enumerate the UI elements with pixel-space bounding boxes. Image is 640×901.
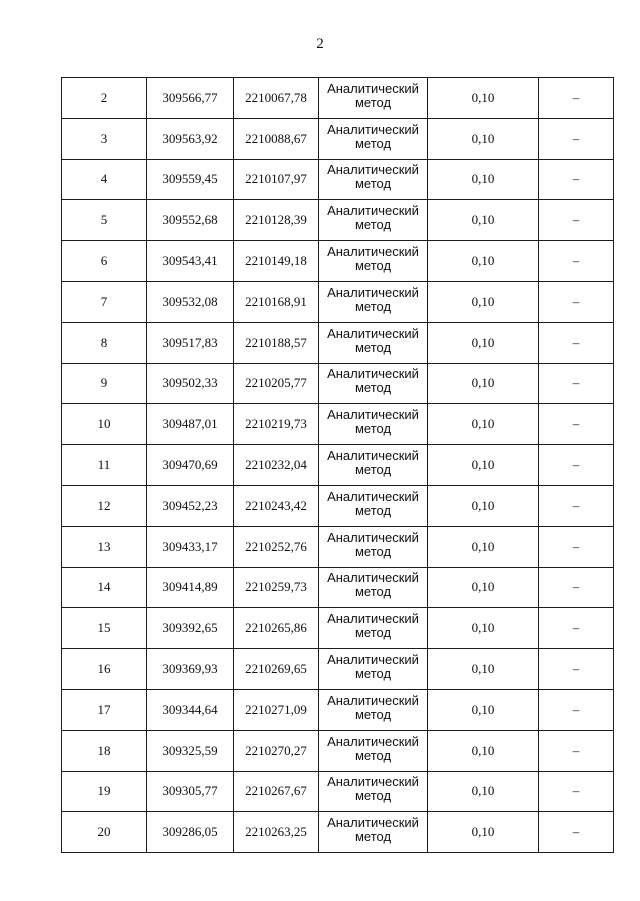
method-line-1: Аналитический bbox=[327, 448, 419, 464]
cell-coordinate-x: 309517,83 bbox=[147, 322, 234, 363]
cell-accuracy: 0,10 bbox=[428, 730, 539, 771]
coordinates-table bbox=[61, 77, 614, 853]
cell-method bbox=[319, 812, 428, 853]
cell-accuracy: 0,10 bbox=[428, 485, 539, 526]
table-row bbox=[62, 404, 614, 445]
cell-extra: – bbox=[539, 404, 614, 445]
method-line-2: метод bbox=[354, 176, 392, 192]
method-line-2: метод bbox=[354, 135, 392, 151]
method-line-2: метод bbox=[354, 258, 392, 274]
cell-extra: – bbox=[539, 445, 614, 486]
cell-extra: – bbox=[539, 200, 614, 241]
method-line-2: метод bbox=[354, 217, 392, 233]
cell-extra: – bbox=[539, 649, 614, 690]
cell-coordinate-x: 309344,64 bbox=[147, 689, 234, 730]
cell-accuracy: 0,10 bbox=[428, 771, 539, 812]
table-row bbox=[62, 730, 614, 771]
cell-coordinate-x: 309433,17 bbox=[147, 526, 234, 567]
cell-coordinate-y: 2210205,77 bbox=[234, 363, 319, 404]
cell-accuracy: 0,10 bbox=[428, 200, 539, 241]
method-line-2: метод bbox=[354, 543, 392, 559]
method-line-2: метод bbox=[354, 298, 392, 314]
cell-accuracy: 0,10 bbox=[428, 322, 539, 363]
cell-coordinate-x: 309487,01 bbox=[147, 404, 234, 445]
method-line-1: Аналитический bbox=[327, 815, 419, 831]
cell-coordinate-x: 309543,41 bbox=[147, 241, 234, 282]
method-line-1: Аналитический bbox=[327, 652, 419, 668]
cell-accuracy: 0,10 bbox=[428, 812, 539, 853]
method-line-1: Аналитический bbox=[327, 488, 419, 504]
cell-coordinate-x: 309452,23 bbox=[147, 485, 234, 526]
cell-coordinate-y: 2210270,27 bbox=[234, 730, 319, 771]
cell-method bbox=[319, 363, 428, 404]
table-row bbox=[62, 78, 614, 119]
table-body bbox=[62, 78, 614, 853]
cell-accuracy: 0,10 bbox=[428, 78, 539, 119]
cell-extra: – bbox=[539, 485, 614, 526]
cell-coordinate-y: 2210265,86 bbox=[234, 608, 319, 649]
cell-accuracy: 0,10 bbox=[428, 567, 539, 608]
cell-point-number: 12 bbox=[62, 485, 147, 526]
cell-accuracy: 0,10 bbox=[428, 118, 539, 159]
cell-coordinate-y: 2210232,04 bbox=[234, 445, 319, 486]
cell-method bbox=[319, 445, 428, 486]
cell-coordinate-x: 309552,68 bbox=[147, 200, 234, 241]
method-line-2: метод bbox=[354, 829, 392, 845]
cell-accuracy: 0,10 bbox=[428, 445, 539, 486]
cell-point-number: 8 bbox=[62, 322, 147, 363]
cell-method bbox=[319, 200, 428, 241]
method-line-2: метод bbox=[354, 747, 392, 763]
cell-coordinate-x: 309392,65 bbox=[147, 608, 234, 649]
cell-coordinate-y: 2210107,97 bbox=[234, 159, 319, 200]
method-line-1: Аналитический bbox=[327, 407, 419, 423]
cell-accuracy: 0,10 bbox=[428, 649, 539, 690]
table-row bbox=[62, 812, 614, 853]
cell-method bbox=[319, 322, 428, 363]
method-line-2: метод bbox=[354, 584, 392, 600]
method-line-2: метод bbox=[354, 462, 392, 478]
cell-extra: – bbox=[539, 608, 614, 649]
cell-method bbox=[319, 649, 428, 690]
cell-coordinate-y: 2210271,09 bbox=[234, 689, 319, 730]
cell-point-number: 10 bbox=[62, 404, 147, 445]
table-row bbox=[62, 200, 614, 241]
cell-coordinate-y: 2210219,73 bbox=[234, 404, 319, 445]
table-row bbox=[62, 363, 614, 404]
table-row bbox=[62, 485, 614, 526]
table-row bbox=[62, 771, 614, 812]
table-row bbox=[62, 159, 614, 200]
method-line-2: метод bbox=[354, 502, 392, 518]
cell-method bbox=[319, 771, 428, 812]
cell-coordinate-y: 2210263,25 bbox=[234, 812, 319, 853]
cell-coordinate-y: 2210067,78 bbox=[234, 78, 319, 119]
cell-coordinate-x: 309502,33 bbox=[147, 363, 234, 404]
cell-point-number: 18 bbox=[62, 730, 147, 771]
cell-coordinate-y: 2210259,73 bbox=[234, 567, 319, 608]
cell-point-number: 11 bbox=[62, 445, 147, 486]
cell-method bbox=[319, 567, 428, 608]
method-line-2: метод bbox=[354, 666, 392, 682]
cell-extra: – bbox=[539, 526, 614, 567]
method-line-1: Аналитический bbox=[327, 162, 419, 178]
method-line-1: Аналитический bbox=[327, 366, 419, 382]
cell-coordinate-x: 309325,59 bbox=[147, 730, 234, 771]
cell-coordinate-x: 309563,92 bbox=[147, 118, 234, 159]
cell-extra: – bbox=[539, 281, 614, 322]
table-row bbox=[62, 689, 614, 730]
method-line-1: Аналитический bbox=[327, 284, 419, 300]
table-row bbox=[62, 567, 614, 608]
method-line-1: Аналитический bbox=[327, 80, 419, 96]
cell-accuracy: 0,10 bbox=[428, 241, 539, 282]
cell-coordinate-x: 309566,77 bbox=[147, 78, 234, 119]
method-line-1: Аналитический bbox=[327, 774, 419, 790]
cell-point-number: 13 bbox=[62, 526, 147, 567]
cell-point-number: 5 bbox=[62, 200, 147, 241]
cell-point-number: 3 bbox=[62, 118, 147, 159]
cell-method bbox=[319, 730, 428, 771]
method-line-2: метод bbox=[354, 788, 392, 804]
cell-accuracy: 0,10 bbox=[428, 404, 539, 445]
method-line-1: Аналитический bbox=[327, 733, 419, 749]
cell-extra: – bbox=[539, 78, 614, 119]
cell-method bbox=[319, 526, 428, 567]
method-line-1: Аналитический bbox=[327, 570, 419, 586]
cell-extra: – bbox=[539, 322, 614, 363]
cell-extra: – bbox=[539, 689, 614, 730]
cell-method bbox=[319, 608, 428, 649]
cell-extra: – bbox=[539, 159, 614, 200]
cell-coordinate-y: 2210128,39 bbox=[234, 200, 319, 241]
cell-coordinate-y: 2210252,76 bbox=[234, 526, 319, 567]
cell-coordinate-y: 2210269,65 bbox=[234, 649, 319, 690]
cell-accuracy: 0,10 bbox=[428, 159, 539, 200]
cell-point-number: 20 bbox=[62, 812, 147, 853]
cell-point-number: 17 bbox=[62, 689, 147, 730]
cell-coordinate-y: 2210168,91 bbox=[234, 281, 319, 322]
table-row bbox=[62, 322, 614, 363]
cell-point-number: 9 bbox=[62, 363, 147, 404]
cell-extra: – bbox=[539, 812, 614, 853]
cell-coordinate-x: 309532,08 bbox=[147, 281, 234, 322]
cell-coordinate-y: 2210088,67 bbox=[234, 118, 319, 159]
cell-coordinate-y: 2210243,42 bbox=[234, 485, 319, 526]
cell-accuracy: 0,10 bbox=[428, 363, 539, 404]
cell-coordinate-x: 309369,93 bbox=[147, 649, 234, 690]
table-row bbox=[62, 241, 614, 282]
method-line-2: метод bbox=[354, 625, 392, 641]
cell-extra: – bbox=[539, 730, 614, 771]
table-row bbox=[62, 118, 614, 159]
table-row bbox=[62, 649, 614, 690]
cell-point-number: 6 bbox=[62, 241, 147, 282]
cell-point-number: 4 bbox=[62, 159, 147, 200]
cell-coordinate-x: 309470,69 bbox=[147, 445, 234, 486]
method-line-1: Аналитический bbox=[327, 325, 419, 341]
cell-accuracy: 0,10 bbox=[428, 281, 539, 322]
method-line-1: Аналитический bbox=[327, 203, 419, 219]
cell-extra: – bbox=[539, 567, 614, 608]
cell-method bbox=[319, 78, 428, 119]
method-line-2: метод bbox=[354, 380, 392, 396]
method-line-1: Аналитический bbox=[327, 121, 419, 137]
cell-coordinate-x: 309286,05 bbox=[147, 812, 234, 853]
table-row bbox=[62, 608, 614, 649]
cell-point-number: 14 bbox=[62, 567, 147, 608]
cell-method bbox=[319, 118, 428, 159]
cell-extra: – bbox=[539, 771, 614, 812]
table-row bbox=[62, 526, 614, 567]
cell-coordinate-y: 2210188,57 bbox=[234, 322, 319, 363]
page-number: 2 bbox=[316, 36, 324, 52]
cell-coordinate-x: 309305,77 bbox=[147, 771, 234, 812]
cell-method bbox=[319, 404, 428, 445]
cell-coordinate-x: 309559,45 bbox=[147, 159, 234, 200]
cell-accuracy: 0,10 bbox=[428, 608, 539, 649]
method-line-1: Аналитический bbox=[327, 611, 419, 627]
cell-method bbox=[319, 689, 428, 730]
cell-coordinate-y: 2210149,18 bbox=[234, 241, 319, 282]
method-line-1: Аналитический bbox=[327, 529, 419, 545]
cell-coordinate-x: 309414,89 bbox=[147, 567, 234, 608]
cell-accuracy: 0,10 bbox=[428, 526, 539, 567]
cell-method bbox=[319, 241, 428, 282]
cell-coordinate-y: 2210267,67 bbox=[234, 771, 319, 812]
cell-extra: – bbox=[539, 241, 614, 282]
method-line-1: Аналитический bbox=[327, 692, 419, 708]
cell-point-number: 2 bbox=[62, 78, 147, 119]
method-line-2: метод bbox=[354, 339, 392, 355]
table-row bbox=[62, 445, 614, 486]
cell-extra: – bbox=[539, 363, 614, 404]
cell-method bbox=[319, 159, 428, 200]
method-line-2: метод bbox=[354, 94, 392, 110]
cell-accuracy: 0,10 bbox=[428, 689, 539, 730]
cell-extra: – bbox=[539, 118, 614, 159]
method-line-2: метод bbox=[354, 706, 392, 722]
method-line-1: Аналитический bbox=[327, 244, 419, 260]
cell-method bbox=[319, 485, 428, 526]
cell-point-number: 7 bbox=[62, 281, 147, 322]
table-row bbox=[62, 281, 614, 322]
cell-point-number: 15 bbox=[62, 608, 147, 649]
cell-point-number: 19 bbox=[62, 771, 147, 812]
cell-point-number: 16 bbox=[62, 649, 147, 690]
method-line-2: метод bbox=[354, 421, 392, 437]
cell-method bbox=[319, 281, 428, 322]
